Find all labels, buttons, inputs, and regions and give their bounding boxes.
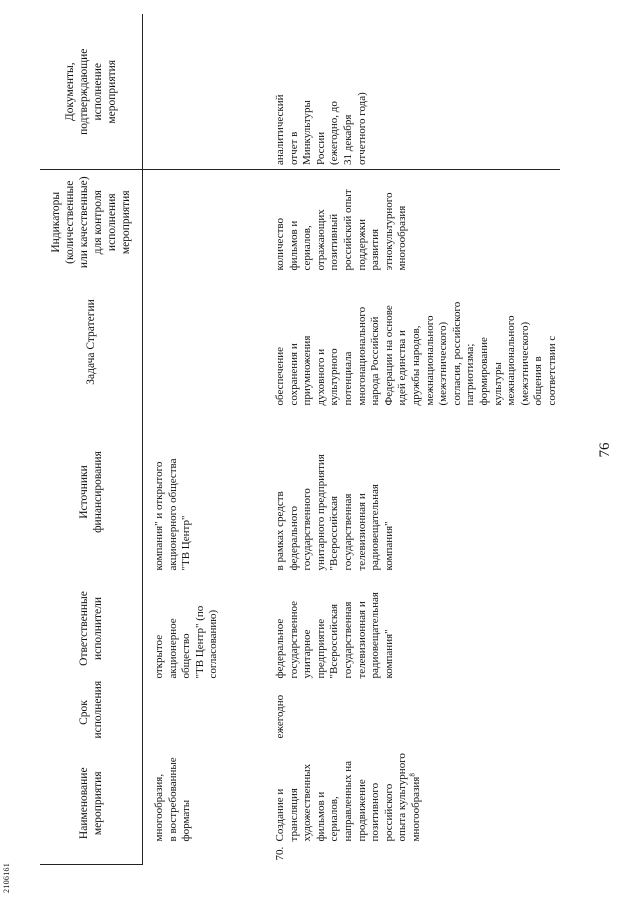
indicators-cell: [143, 170, 265, 275]
financing-cell: компания" и открытого акционерного общества "ТВ Центр": [153, 458, 193, 571]
page-number: 76: [597, 442, 613, 458]
event-name-text: трансляция художественных фильмов и сериалов, направленных на продвижение позитивного российского опыта культурного многообразия$^8$: [287, 753, 422, 842]
term-cell: [143, 683, 265, 743]
executors-cell: открытое акционерное общество "ТВ Центр" (по согласованию): [153, 605, 220, 679]
strategy-task-cell: [143, 275, 265, 410]
header-documents: Документы, подтверждающие исполнение мероприятия: [40, 15, 143, 170]
indicators-cell: количество фильмов и сериалов, отражающих позитивный российский опыт поддержки развития этнокультурного многообразия: [264, 170, 560, 275]
strategy-task-cell: обеспечение сохранения и приумножения духовного и культурного потенциала многонационального народа Российской Федерации на основе идей единства и дружбы народов, межнационального (межэтнического) согласия, российского патриотизма; формирование культуры межнационального (межэтнического) общения в соответствии с: [274, 301, 558, 406]
header-executors: Ответственные исполнители: [40, 575, 143, 683]
event-name-first-line: Создание и: [274, 788, 286, 842]
header-event-name: Наименование мероприятия: [40, 743, 143, 865]
table-row: [264, 15, 560, 865]
action-plan-table: [40, 15, 560, 866]
documents-cell: аналитический отчет в Минкультуры России (ежегодно, до 31 декабря отчетного года): [274, 92, 368, 165]
footnote-marker: 8: [408, 773, 417, 777]
event-name-text: многообразия, в востребованные форматы: [153, 757, 193, 842]
header-strategy-task: Задача Стратегии: [40, 275, 143, 410]
document-code: 2106161: [2, 862, 11, 893]
table-header-row: [40, 15, 143, 865]
row-number: 70.: [274, 846, 286, 861]
header-indicators: Индикаторы (количественные или качественные) для контроля исполнения мероприятия: [40, 170, 143, 275]
event-name-cell: [264, 743, 560, 865]
event-name-cell: [143, 743, 265, 865]
executors-cell: федеральное государственное унитарное предприятие "Всероссийская государственная телевизионная и радиовещательная компания": [274, 592, 395, 679]
header-term: Срок исполнения: [40, 683, 143, 743]
header-financing: Источники финансирования: [40, 410, 143, 575]
table-row: [143, 15, 265, 865]
term-cell: ежегодно: [274, 694, 286, 739]
documents-cell: [143, 15, 265, 170]
financing-cell: в рамках средств федерального государственного унитарного предприятия "Всероссийская государственная телевизионная и радиовещательная компания": [274, 454, 395, 571]
